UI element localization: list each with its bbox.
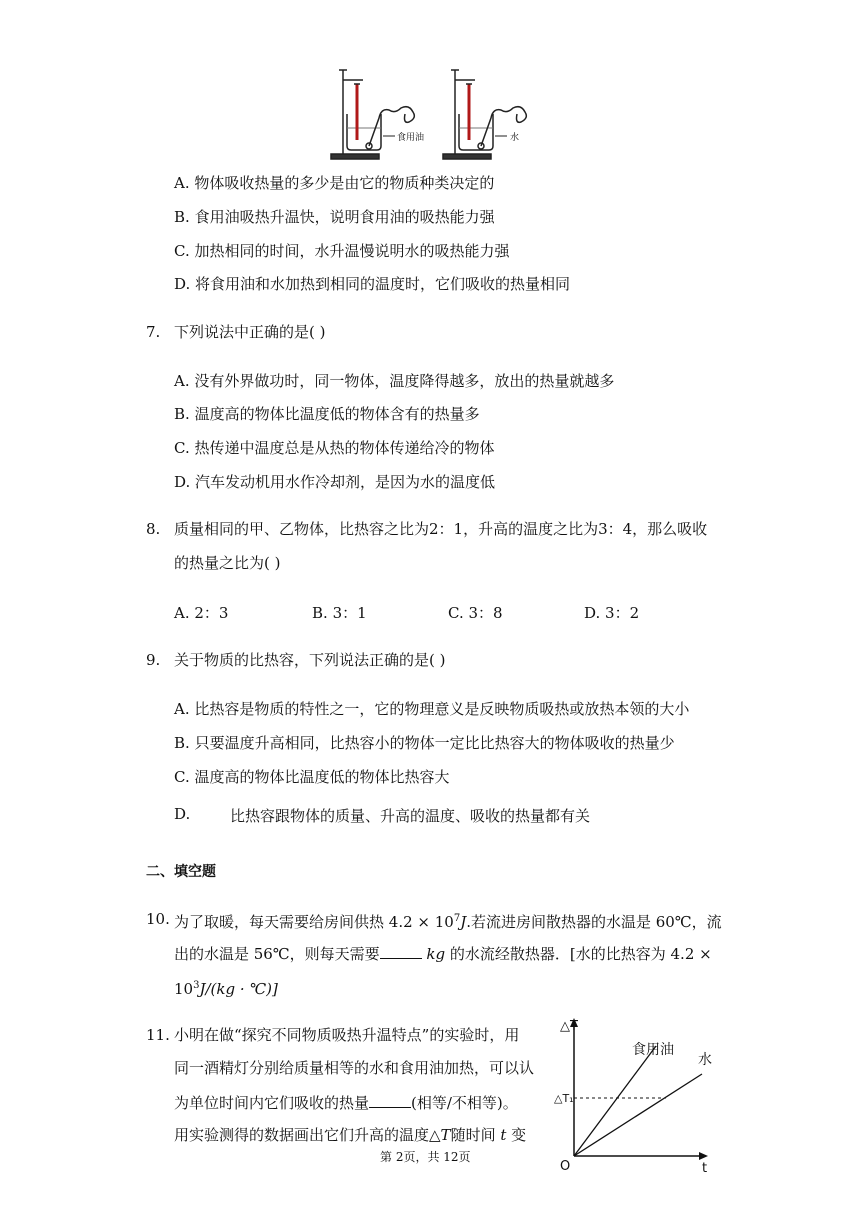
option-text: 加热相同的时间，水升温慢说明水的吸热能力强 (194, 242, 510, 260)
x-axis-arrow (699, 1152, 708, 1160)
q8-number: 8. (146, 520, 161, 538)
q9-option-b (174, 732, 675, 753)
oil-label: 食用油 (397, 133, 425, 143)
option-letter: C. (174, 242, 190, 260)
option-letter: B. (312, 604, 328, 622)
option-letter: A. (174, 174, 190, 192)
q11-line1: 小明在做“探究不同物质吸热升温特点”的实验时，用 (174, 1026, 520, 1044)
option-letter: C. (174, 768, 190, 786)
q10-text: 的水流经散热器．[水的比热容为 4.2 × (445, 945, 712, 963)
answer-blank[interactable] (369, 1092, 411, 1108)
option-letter: A. (174, 372, 190, 390)
q10-text: 10 (174, 980, 194, 998)
option-letter: B. (174, 734, 190, 752)
oil-line (574, 1046, 656, 1156)
q9-option-d-letter: D. (174, 805, 191, 823)
q11-text: 用实验测得的数据画出它们升高的温度△ (174, 1126, 441, 1144)
q10-number: 10. (146, 910, 170, 928)
q8-stem-line2: 的热量之比为( ) (174, 554, 281, 572)
heating-apparatus-figure (325, 66, 540, 164)
option-text: 3：8 (468, 604, 503, 622)
water-apparatus (443, 70, 526, 159)
origin-label: O (560, 1159, 571, 1174)
option-text: 热传递中温度总是从热的物体传递给冷的物体 (194, 439, 495, 457)
option-text: 没有外界做功时，同一物体，温度降得越多，放出的热量就越多 (194, 372, 615, 390)
q8-option-d (584, 602, 639, 623)
q10-text: 出的水温是 56℃，则每天需要 (174, 945, 380, 963)
page-footer: 第 2页，共 12页 (380, 1150, 471, 1164)
section-title: 二、填空题 (146, 864, 216, 880)
option-letter: C. (174, 439, 190, 457)
q9-option-a (174, 698, 689, 719)
q11-text: 随时间 (450, 1126, 496, 1144)
option-text: 将食用油和水加热到相同的温度时，它们吸收的热量相同 (195, 275, 571, 293)
option-letter: D. (174, 275, 191, 293)
option-text: 汽车发动机用水作冷却剂，是因为水的温度低 (195, 473, 496, 491)
q7-number: 7. (146, 323, 161, 341)
q8-stem-line1: 质量相同的甲、乙物体，比热容之比为2：1，升高的温度之比为3：4，那么吸收 (174, 520, 708, 538)
q9-number: 9. (146, 651, 161, 669)
q9-option-d-text: 比热容跟物体的质量、升高的温度、吸收的热量都有关 (230, 807, 591, 825)
option-letter: D. (584, 604, 601, 622)
option-text: 只要温度升高相同，比热容小的物体一定比比热容大的物体吸收的热量少 (194, 734, 675, 752)
option-text: 温度高的物体比温度低的物体比热容大 (194, 768, 450, 786)
q6-option-c (174, 240, 510, 261)
q11-line3 (174, 1092, 518, 1113)
variable: t (500, 1126, 507, 1144)
q9-option-c (174, 766, 450, 787)
q6-option-a (174, 172, 494, 193)
water-line (574, 1074, 702, 1156)
q7-stem: 下列说法中正确的是( ) (174, 323, 326, 341)
q11-text: (相等/不相等)。 (411, 1094, 518, 1112)
oil-apparatus (331, 70, 414, 159)
water-label: 水 (510, 133, 520, 143)
answer-blank[interactable] (380, 943, 422, 959)
q11-text: 变 (511, 1126, 527, 1144)
q8-option-a (174, 602, 228, 623)
q10-text: 为了取暖，每天需要给房间供热 4.2 × 10 (174, 913, 454, 931)
q9-stem: 关于物质的比热容，下列说法正确的是( ) (174, 651, 446, 669)
water-series-label: 水 (698, 1052, 712, 1068)
q11-number: 11. (146, 1026, 170, 1044)
q10-line1 (174, 909, 722, 932)
option-letter: B. (174, 405, 190, 423)
option-letter: A. (174, 604, 190, 622)
option-text: 3：1 (332, 604, 367, 622)
unit: J (460, 913, 467, 931)
q6-option-b (174, 206, 495, 227)
x-axis-label: t (702, 1161, 708, 1174)
q7-option-c (174, 437, 495, 458)
option-letter: C. (448, 604, 464, 622)
q10-text: .若流进房间散热器的水温是 60℃，流 (466, 913, 722, 931)
q11-text: 为单位时间内它们吸收的热量 (174, 1094, 370, 1112)
q7-option-a (174, 370, 614, 391)
q8-option-b (312, 602, 367, 623)
option-text: 3：2 (605, 604, 640, 622)
option-letter: D. (174, 473, 191, 491)
q6-option-d (174, 273, 570, 294)
option-text: 食用油吸热升温快，说明食用油的吸热能力强 (194, 208, 495, 226)
exponent: 3 (193, 980, 200, 991)
y-tick-label: △T₁ (554, 1092, 574, 1105)
oil-series-label: 食用油 (632, 1042, 674, 1058)
y-axis-label: △T (560, 1019, 578, 1034)
unit: J/(kg · ℃)] (199, 980, 278, 998)
variable: T (440, 1126, 451, 1144)
q7-option-d (174, 471, 495, 492)
q11-line2: 同一酒精灯分别给质量相等的水和食用油加热，可以认 (174, 1059, 535, 1077)
option-text: 2：3 (194, 604, 229, 622)
q10-line3 (174, 976, 278, 999)
option-letter: B. (174, 208, 190, 226)
option-text: 温度高的物体比温度低的物体含有的热量多 (194, 405, 480, 423)
q10-line2 (174, 943, 712, 964)
option-text: 比热容是物质的特性之一，它的物理意义是反映物质吸热或放热本领的大小 (194, 700, 690, 718)
temperature-time-graph (548, 1012, 718, 1174)
exponent: 7 (453, 913, 461, 924)
q11-line4 (174, 1125, 526, 1145)
option-text: 物体吸收热量的多少是由它的物质种类决定的 (194, 174, 495, 192)
option-letter: A. (174, 700, 190, 718)
q7-option-b (174, 403, 480, 424)
unit: kg (426, 945, 446, 963)
q8-option-c (448, 602, 503, 623)
